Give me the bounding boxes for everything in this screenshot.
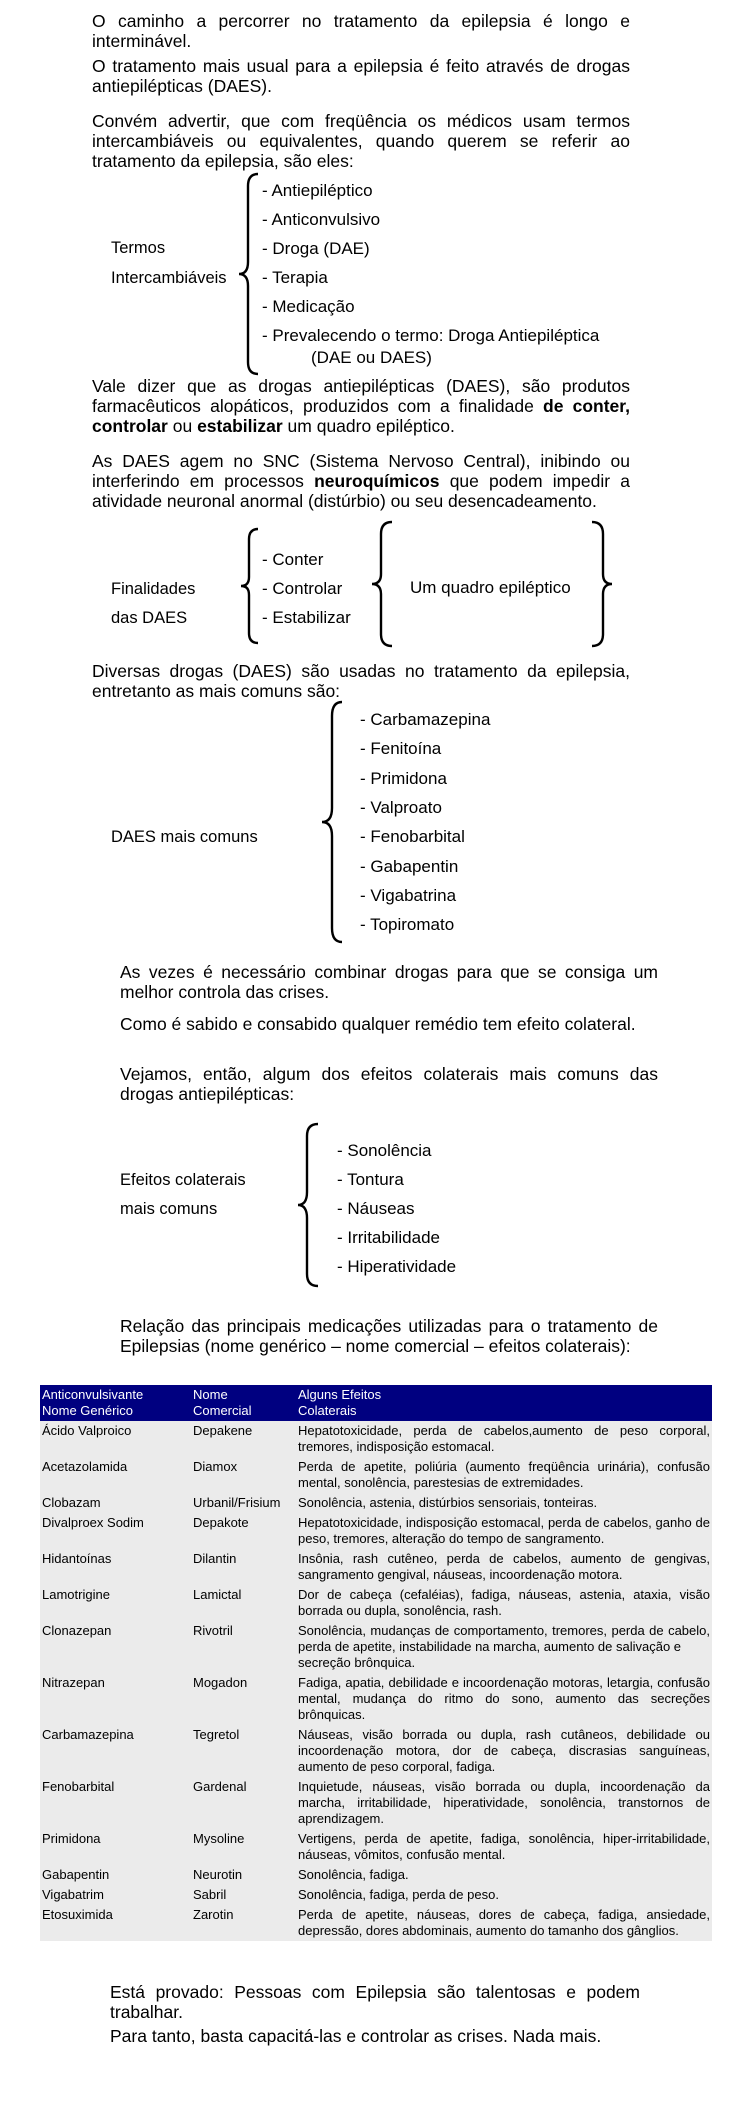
cell-side-effects bbox=[298, 1423, 710, 1455]
cell-commercial-name: Dilantin bbox=[193, 1551, 237, 1566]
cell-generic-name: Etosuximida bbox=[42, 1907, 113, 1922]
common-drug-item: - Fenobarbital bbox=[360, 827, 465, 847]
table-row bbox=[40, 1885, 712, 1905]
cell-generic-name: Clobazam bbox=[42, 1495, 101, 1510]
left-brace-icon bbox=[294, 1122, 322, 1288]
vale-bold-b: estabilizar bbox=[197, 416, 283, 436]
right-brace-icon bbox=[588, 520, 616, 648]
cell-side-effects-text: Sonolência, mudanças de comportamento, tremores, perda de cabelo, perda de apetite, instabilidade na marcha, aumento de salivação e bbox=[298, 1623, 710, 1654]
purposes-list-item: - Conter bbox=[262, 550, 324, 569]
snc-text-a: As DAES agem no SNC (Sistema Nervoso Central), inibindo ou interferindo em processos bbox=[92, 451, 630, 491]
cell-side-effects bbox=[298, 1907, 710, 1939]
terms-list-item: - Antiepiléptico bbox=[262, 181, 373, 200]
left-brace-icon bbox=[236, 172, 262, 376]
cell-commercial-name: Depakene bbox=[193, 1423, 253, 1438]
cell-side-effects-text: Hepatotoxicidade, perda de cabelos,aumento de peso corporal, tremores, indisposição estomacal. bbox=[298, 1423, 710, 1454]
cell-generic-name: Gabapentin bbox=[42, 1867, 110, 1882]
cell-side-effects-text: Sonolência, astenia, distúrbios sensoriais, tonteiras. bbox=[298, 1495, 598, 1510]
header-commercial-line2: Comercial bbox=[193, 1403, 252, 1418]
table-row bbox=[40, 1865, 712, 1885]
header-generic-name bbox=[40, 1387, 193, 1419]
cell-commercial-name: Gardenal bbox=[193, 1779, 247, 1794]
common-drugs-label: DAES mais comuns bbox=[111, 828, 258, 846]
cell-generic-name: Vigabatrim bbox=[42, 1887, 104, 1902]
table-intro: Relação das principais medicações utilizadas para o tratamento de Epilepsias (nome genérico – nome comercial – efeitos colaterais): bbox=[120, 1316, 658, 1356]
table-row bbox=[40, 1725, 712, 1777]
cell-generic-name: Nitrazepan bbox=[42, 1675, 105, 1690]
terms-list-item: - Medicação bbox=[262, 297, 355, 316]
cell-commercial-name: Depakote bbox=[193, 1515, 249, 1530]
cell-side-effects-text: Sonolência, fadiga, perda de peso. bbox=[298, 1887, 499, 1902]
cell-side-effects-text: Hepatotoxicidade, indisposição estomacal, perda de cabelos, ganho de peso, tremores, alteração do tempo de sangramento. bbox=[298, 1515, 710, 1546]
common-drug-item: - Carbamazepina bbox=[360, 710, 491, 729]
common-drug-item: - Fenitoína bbox=[360, 739, 442, 759]
purposes-list-item: - Estabilizar bbox=[262, 608, 351, 627]
cell-side-effects bbox=[298, 1587, 710, 1619]
cell-side-effects-text: Fadiga, apatia, debilidade e incoordenação motoras, letargia, confusão mental, mudança do ritmo do sono, aumento das secreções brônquicas. bbox=[298, 1675, 710, 1722]
cell-side-effects bbox=[298, 1867, 710, 1883]
paragraph-vale-dizer bbox=[92, 376, 630, 436]
side-effect-item: - Hiperatividade bbox=[337, 1257, 457, 1276]
terms-list-item: - Terapia bbox=[262, 268, 328, 287]
cell-commercial-name: Rivotril bbox=[193, 1623, 233, 1638]
middle-paragraph-1: As vezes é necessário combinar drogas para que se consiga um melhor controla das crises. bbox=[120, 962, 658, 1002]
header-effects-line1: Alguns Efeitos bbox=[298, 1387, 382, 1402]
header-commercial-line1: Nome bbox=[193, 1387, 228, 1402]
cell-side-effects bbox=[298, 1831, 710, 1863]
table-row bbox=[40, 1421, 712, 1457]
table-row bbox=[40, 1457, 712, 1493]
cell-generic-name: Clonazepan bbox=[42, 1623, 112, 1638]
cell-generic-name: Carbamazepina bbox=[42, 1727, 134, 1742]
terms-label-line2: Intercambiáveis bbox=[111, 269, 227, 287]
cell-generic-name: Hidantoínas bbox=[42, 1551, 112, 1566]
cell-side-effects bbox=[298, 1495, 710, 1511]
vale-text-c: um quadro epiléptico. bbox=[282, 416, 455, 436]
purposes-target: Um quadro epiléptico bbox=[410, 578, 571, 597]
vale-text-b: ou bbox=[167, 416, 198, 436]
cell-side-effects bbox=[298, 1727, 710, 1775]
common-drug-item: - Valproato bbox=[360, 797, 442, 817]
table-row bbox=[40, 1777, 712, 1829]
header-side-effects bbox=[298, 1387, 710, 1419]
left-brace-icon bbox=[318, 700, 346, 944]
cell-side-effects bbox=[298, 1551, 710, 1583]
cell-side-effects bbox=[298, 1459, 710, 1491]
table-row bbox=[40, 1905, 712, 1941]
table-row bbox=[40, 1673, 712, 1725]
cell-side-effects-text: Sonolência, fadiga. bbox=[298, 1867, 409, 1882]
table-row bbox=[40, 1549, 712, 1585]
cell-side-effects bbox=[298, 1515, 710, 1547]
closing-paragraph-1: Está provado: Pessoas com Epilepsia são talentosas e podem trabalhar. bbox=[110, 1982, 640, 2022]
cell-side-effects-text: Perda de apetite, náuseas, dores de cabeça, fadiga, ansiedade, depressão, dores abdominais, aumento do tamanho dos gânglios. bbox=[298, 1907, 710, 1938]
medications-table bbox=[40, 1385, 712, 1941]
terms-list-item: - Anticonvulsivo bbox=[262, 210, 381, 229]
terms-list-item-continuation: (DAE ou DAES) bbox=[311, 348, 432, 367]
cell-side-effects-text: Inquietude, náuseas, visão borrada ou dupla, incoordenação da marcha, irritabilidade, hiperatividade, sonolência, transtornos de aprendizagem. bbox=[298, 1779, 710, 1826]
snc-text-b: que podem impedir a atividade neuronal anormal (distúrbio) ou seu desencadeamento. bbox=[92, 471, 630, 511]
cell-side-effects bbox=[298, 1675, 710, 1723]
side-effect-item: - Sonolência bbox=[337, 1141, 432, 1160]
cell-commercial-name: Zarotin bbox=[193, 1907, 234, 1922]
terms-list-item: - Droga (DAE) bbox=[262, 239, 370, 258]
header-effects-line2: Colaterais bbox=[298, 1403, 357, 1418]
table-row bbox=[40, 1493, 712, 1513]
intro-paragraph-3: Convém advertir, que com freqüência os médicos usam termos intercambiáveis ou equivalentes, quando querem se referir ao tratamento da epilepsia, são eles: bbox=[92, 111, 630, 171]
left-brace-icon bbox=[368, 520, 396, 648]
closing-paragraph-2: Para tanto, basta capacitá-las e controlar as crises. Nada mais. bbox=[110, 2026, 602, 2046]
cell-side-effects-text: Vertigens, perda de apetite, fadiga, sonolência, hiper-irritabilidade, náuseas, vômitos, confusão mental. bbox=[298, 1831, 710, 1862]
cell-side-effects-text: Dor de cabeça (cefaléias), fadiga, náuseas, astenia, ataxia, visão borrada ou dupla, sonolência, rash. bbox=[298, 1587, 710, 1618]
cell-commercial-name: Sabril bbox=[193, 1887, 227, 1902]
terms-list-item: - Prevalecendo o termo: Droga Antiepiléptica bbox=[262, 326, 600, 345]
vale-bold-a: de conter, controlar bbox=[92, 396, 630, 436]
cell-side-effects bbox=[298, 1887, 710, 1903]
snc-bold-a: neuroquímicos bbox=[314, 471, 440, 491]
intro-paragraph-2: O tratamento mais usual para a epilepsia é feito através de drogas antiepilépticas (DAES). bbox=[92, 56, 630, 96]
cell-side-effects-text: Insônia, rash cutêneo, perda de cabelos, aumento de gengivas, sangramento gengival, náuseas, incoordenação motora. bbox=[298, 1551, 710, 1582]
side-effect-item: - Irritabilidade bbox=[337, 1228, 440, 1247]
cell-commercial-name: Tegretol bbox=[193, 1727, 240, 1742]
paragraph-snc bbox=[92, 451, 630, 511]
cell-generic-name: Ácido Valproico bbox=[42, 1423, 132, 1438]
common-drug-item: - Primidona bbox=[360, 768, 447, 788]
left-brace-icon bbox=[238, 527, 262, 645]
side-effects-label-line1: Efeitos colaterais bbox=[120, 1171, 246, 1189]
side-effect-item: - Náuseas bbox=[337, 1199, 415, 1218]
cell-side-effects bbox=[298, 1623, 710, 1671]
middle-paragraph-2: Como é sabido e consabido qualquer remédio tem efeito colateral. bbox=[120, 1014, 636, 1034]
purposes-list-item: - Controlar bbox=[262, 579, 343, 598]
side-effects-label-line2: mais comuns bbox=[120, 1200, 218, 1218]
table-body bbox=[40, 1421, 712, 1941]
cell-commercial-name: Urbanil/Frisium bbox=[193, 1495, 281, 1510]
cell-side-effects-continuation: secreção brônquica. bbox=[298, 1655, 416, 1670]
middle-paragraph-3: Vejamos, então, algum dos efeitos colaterais mais comuns das drogas antiepilépticas: bbox=[120, 1064, 658, 1104]
cell-generic-name: Fenobarbital bbox=[42, 1779, 115, 1794]
table-row bbox=[40, 1829, 712, 1865]
cell-commercial-name: Mogadon bbox=[193, 1675, 248, 1690]
table-row bbox=[40, 1513, 712, 1549]
vale-text-a: Vale dizer que as drogas antiepilépticas (DAES), são produtos farmacêuticos alopáticos, produzidos com a finalidade bbox=[92, 376, 630, 416]
cell-generic-name: Primidona bbox=[42, 1831, 101, 1846]
header-generic-line2: Nome Genérico bbox=[42, 1403, 134, 1418]
terms-label-line1: Termos bbox=[111, 239, 166, 257]
cell-generic-name: Divalproex Sodim bbox=[42, 1515, 144, 1530]
paragraph-diversas: Diversas drogas (DAES) são usadas no tratamento da epilepsia, entretanto as mais comuns são: bbox=[92, 661, 630, 701]
intro-paragraph-1: O caminho a percorrer no tratamento da epilepsia é longo e interminável. bbox=[92, 11, 630, 51]
common-drug-item: - Vigabatrina bbox=[360, 885, 457, 905]
table-header-row bbox=[40, 1385, 712, 1421]
table-row bbox=[40, 1621, 712, 1673]
side-effect-item: - Tontura bbox=[337, 1170, 404, 1189]
cell-commercial-name: Diamox bbox=[193, 1459, 238, 1474]
table-row bbox=[40, 1585, 712, 1621]
header-commercial-name bbox=[193, 1387, 298, 1419]
cell-commercial-name: Mysoline bbox=[193, 1831, 245, 1846]
common-drug-item: - Gabapentin bbox=[360, 856, 459, 876]
cell-side-effects bbox=[298, 1779, 710, 1827]
cell-generic-name: Acetazolamida bbox=[42, 1459, 128, 1474]
cell-generic-name: Lamotrigine bbox=[42, 1587, 110, 1602]
purposes-label-line2: das DAES bbox=[111, 609, 188, 627]
cell-side-effects-text: Perda de apetite, poliúria (aumento freqüência urinária), confusão mental, sonolência, parestesias de extremidades. bbox=[298, 1459, 710, 1490]
common-drug-item: - Topiromato bbox=[360, 915, 455, 935]
cell-commercial-name: Lamictal bbox=[193, 1587, 242, 1602]
purposes-label-line1: Finalidades bbox=[111, 580, 196, 598]
header-generic-line1: Anticonvulsivante bbox=[42, 1387, 144, 1402]
cell-commercial-name: Neurotin bbox=[193, 1867, 243, 1882]
cell-side-effects-text: Náuseas, visão borrada ou dupla, rash cutâneos, debilidade ou incoordenação motora, dor de cabeça, discrasias sanguíneas, aumento de peso corporal, fadiga. bbox=[298, 1727, 710, 1774]
